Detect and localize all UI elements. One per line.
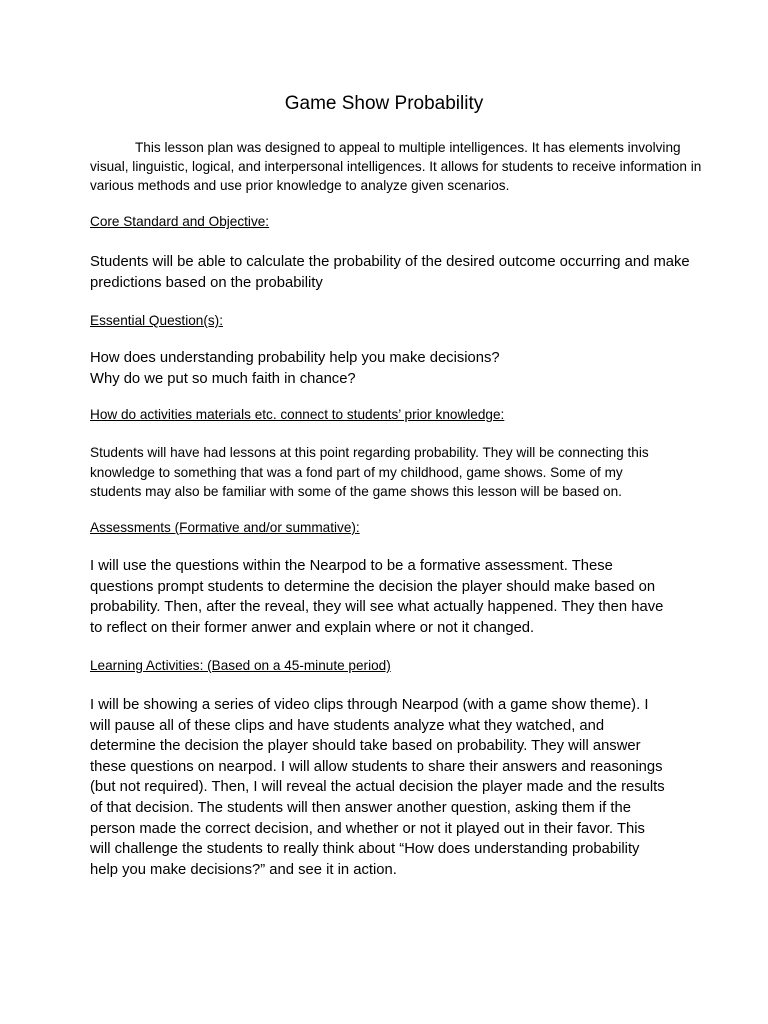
section-heading-essential-questions: Essential Question(s): xyxy=(90,313,223,328)
intro-paragraph: This lesson plan was designed to appeal to multiple intelligences. It has elements involving visual, linguistic, logical, and interpersonal intelligences. It allows for students to receive information in various methods and use prior knowledge to analyze given scenarios. xyxy=(90,140,702,193)
text-line: predictions based on the probability xyxy=(90,274,323,291)
text-line: Students will have had lessons at this point regarding probability. They will be connecting this xyxy=(90,445,649,460)
document-title: Game Show Probability xyxy=(284,93,484,114)
text-line: knowledge to something that was a fond part of my childhood, game shows. Some of my xyxy=(90,464,623,480)
text-line: Why do we put so much faith in chance? xyxy=(90,370,356,387)
text-line: determine the decision the player should take based on probability. They will answer xyxy=(90,738,641,755)
text-line: help you make decisions?” and see it in action. xyxy=(90,861,397,878)
text-line: to reflect on their former anwer and explain where or not it changed. xyxy=(90,619,535,636)
text-line: of that decision. The students will then answer another question, asking them if the xyxy=(90,799,631,816)
section-heading-core-standard: Core Standard and Objective: xyxy=(90,214,270,229)
section-body-learning-activities xyxy=(90,695,710,880)
section-heading-assessments: Assessments (Formative and/or summative): xyxy=(90,520,360,535)
section-heading-learning-activities: Learning Activities: (Based on a 45-minute period) xyxy=(90,658,391,673)
text-line: I will be showing a series of video clips through Nearpod (with a game show theme). I xyxy=(90,697,649,713)
text-line: person made the correct decision, and whether or not it played out in their favor. This xyxy=(90,820,645,837)
text-line: How does understanding probability help you make decisions? xyxy=(90,350,500,366)
section-body-prior-knowledge xyxy=(90,443,710,502)
text-line: will pause all of these clips and have students analyze what they watched, and xyxy=(90,717,605,734)
text-line: these questions on nearpod. I will allow students to share their answers and reasonings xyxy=(90,758,663,775)
section-body-essential-questions xyxy=(90,348,710,389)
text-line: I will use the questions within the Nearpod to be a formative assessment. These xyxy=(90,558,613,574)
section-heading-prior-knowledge: How do activities materials etc. connect to students’ prior knowledge: xyxy=(90,407,505,422)
section-body-assessments xyxy=(90,556,710,638)
text-line: Students will be able to calculate the probability of the desired outcome occurring and make xyxy=(90,254,690,270)
section-body-core-standard xyxy=(90,252,710,293)
text-line: questions prompt students to determine the decision the player should make based on xyxy=(90,578,656,595)
text-line: (but not required). Then, I will reveal the actual decision the player made and the results xyxy=(90,779,665,796)
text-line: students may also be familiar with some of the game shows this lesson will be based on. xyxy=(90,484,622,499)
text-line: probability. Then, after the reveal, they will see what actually happened. They then have xyxy=(90,599,664,616)
text-line: will challenge the students to really think about “How does understanding probability xyxy=(90,841,640,858)
